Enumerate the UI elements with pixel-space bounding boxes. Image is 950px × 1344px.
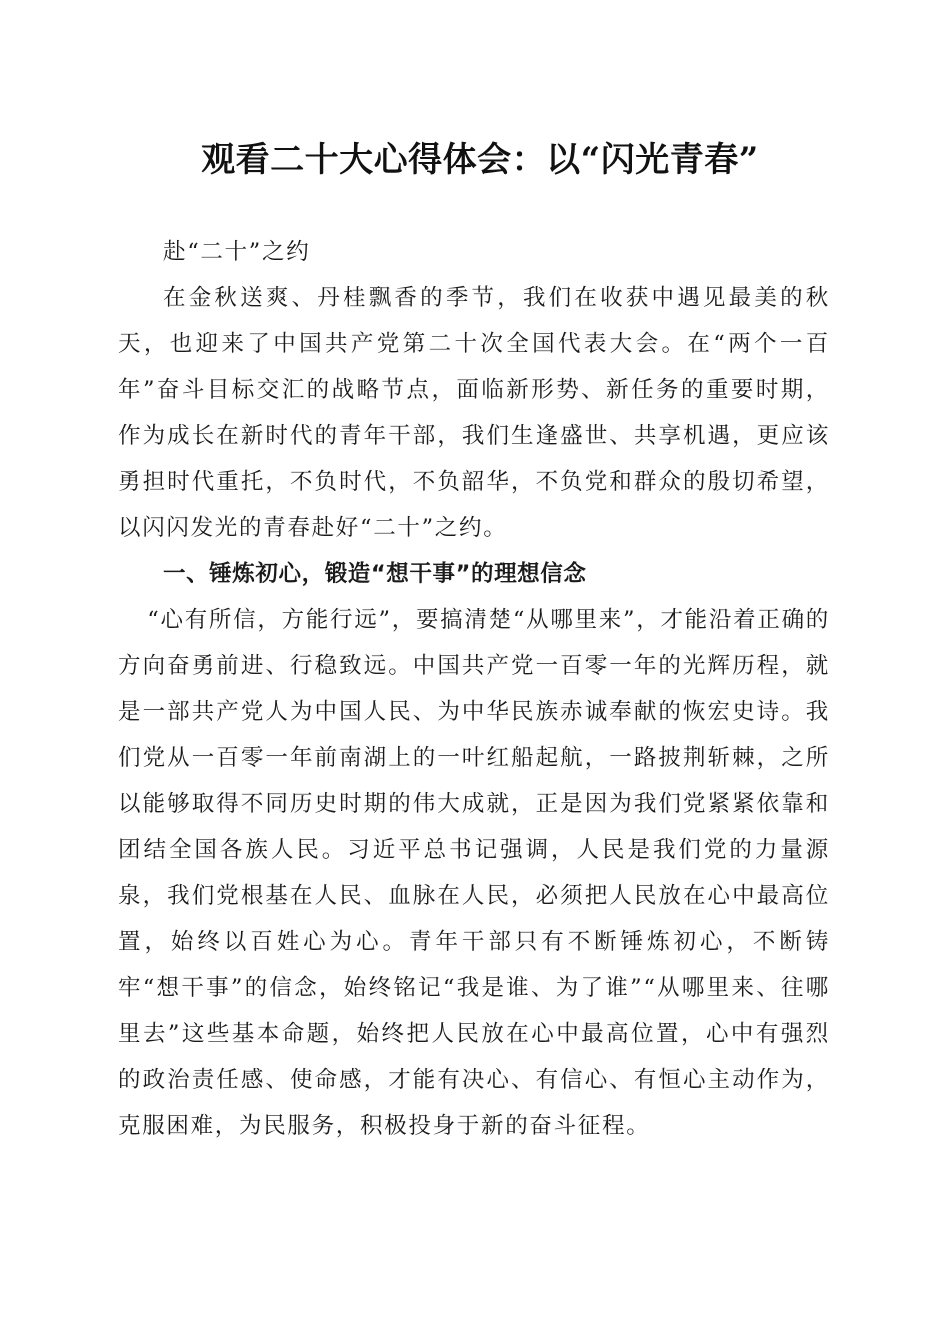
paragraph-section-1: “心有所信，方能行远”，要搞清楚“从哪里来”，才能沿着正确的方向奋勇前进、行稳致远。中国共产党一百零一年的光辉历程，就是一部共产党人为中国人民、为中华民族赤诚奉献的恢宏史诗。我们党从一百零一年前南湖上的一叶红船起航，一路披荆斩棘，之所以能够取得不同历史时期的伟大成就，正是因为我们党紧紧依靠和团结全国各族人民。习近平总书记强调，人民是我们党的力量源泉，我们党根基在人民、血脉在人民，必须把人民放在心中最高位置，始终以百姓心为心。青年干部只有不断锤炼初心，不断铸牢“想干事”的信念，始终铭记“我是谁、为了谁”“从哪里来、往哪里去”这些基本命题，始终把人民放在心中最高位置，心中有强烈的政治责任感、使命感，才能有决心、有信心、有恒心主动作为，克服困难，为民服务，积极投身于新的奋斗征程。 [118, 607, 830, 1139]
section-heading-1: 一、锤炼初心，锻造“想干事”的理想信念 [163, 561, 587, 587]
document-title: 观看二十大心得体会：以“闪光青春” [201, 140, 759, 180]
subheading: 赴“二十”之约 [163, 239, 311, 265]
document-body [118, 229, 830, 1149]
paragraph-intro: 在金秋送爽、丹桂飘香的季节，我们在收获中遇见最美的秋天，也迎来了中国共产党第二十次全国代表大会。在“两个一百年”奋斗目标交汇的战略节点，面临新形势、新任务的重要时期，作为成长在新时代的青年干部，我们生逢盛世、共享机遇，更应该勇担时代重托，不负时代，不负韶华，不负党和群众的殷切希望，以闪闪发光的青春赴好“二十”之约。 [118, 285, 830, 541]
